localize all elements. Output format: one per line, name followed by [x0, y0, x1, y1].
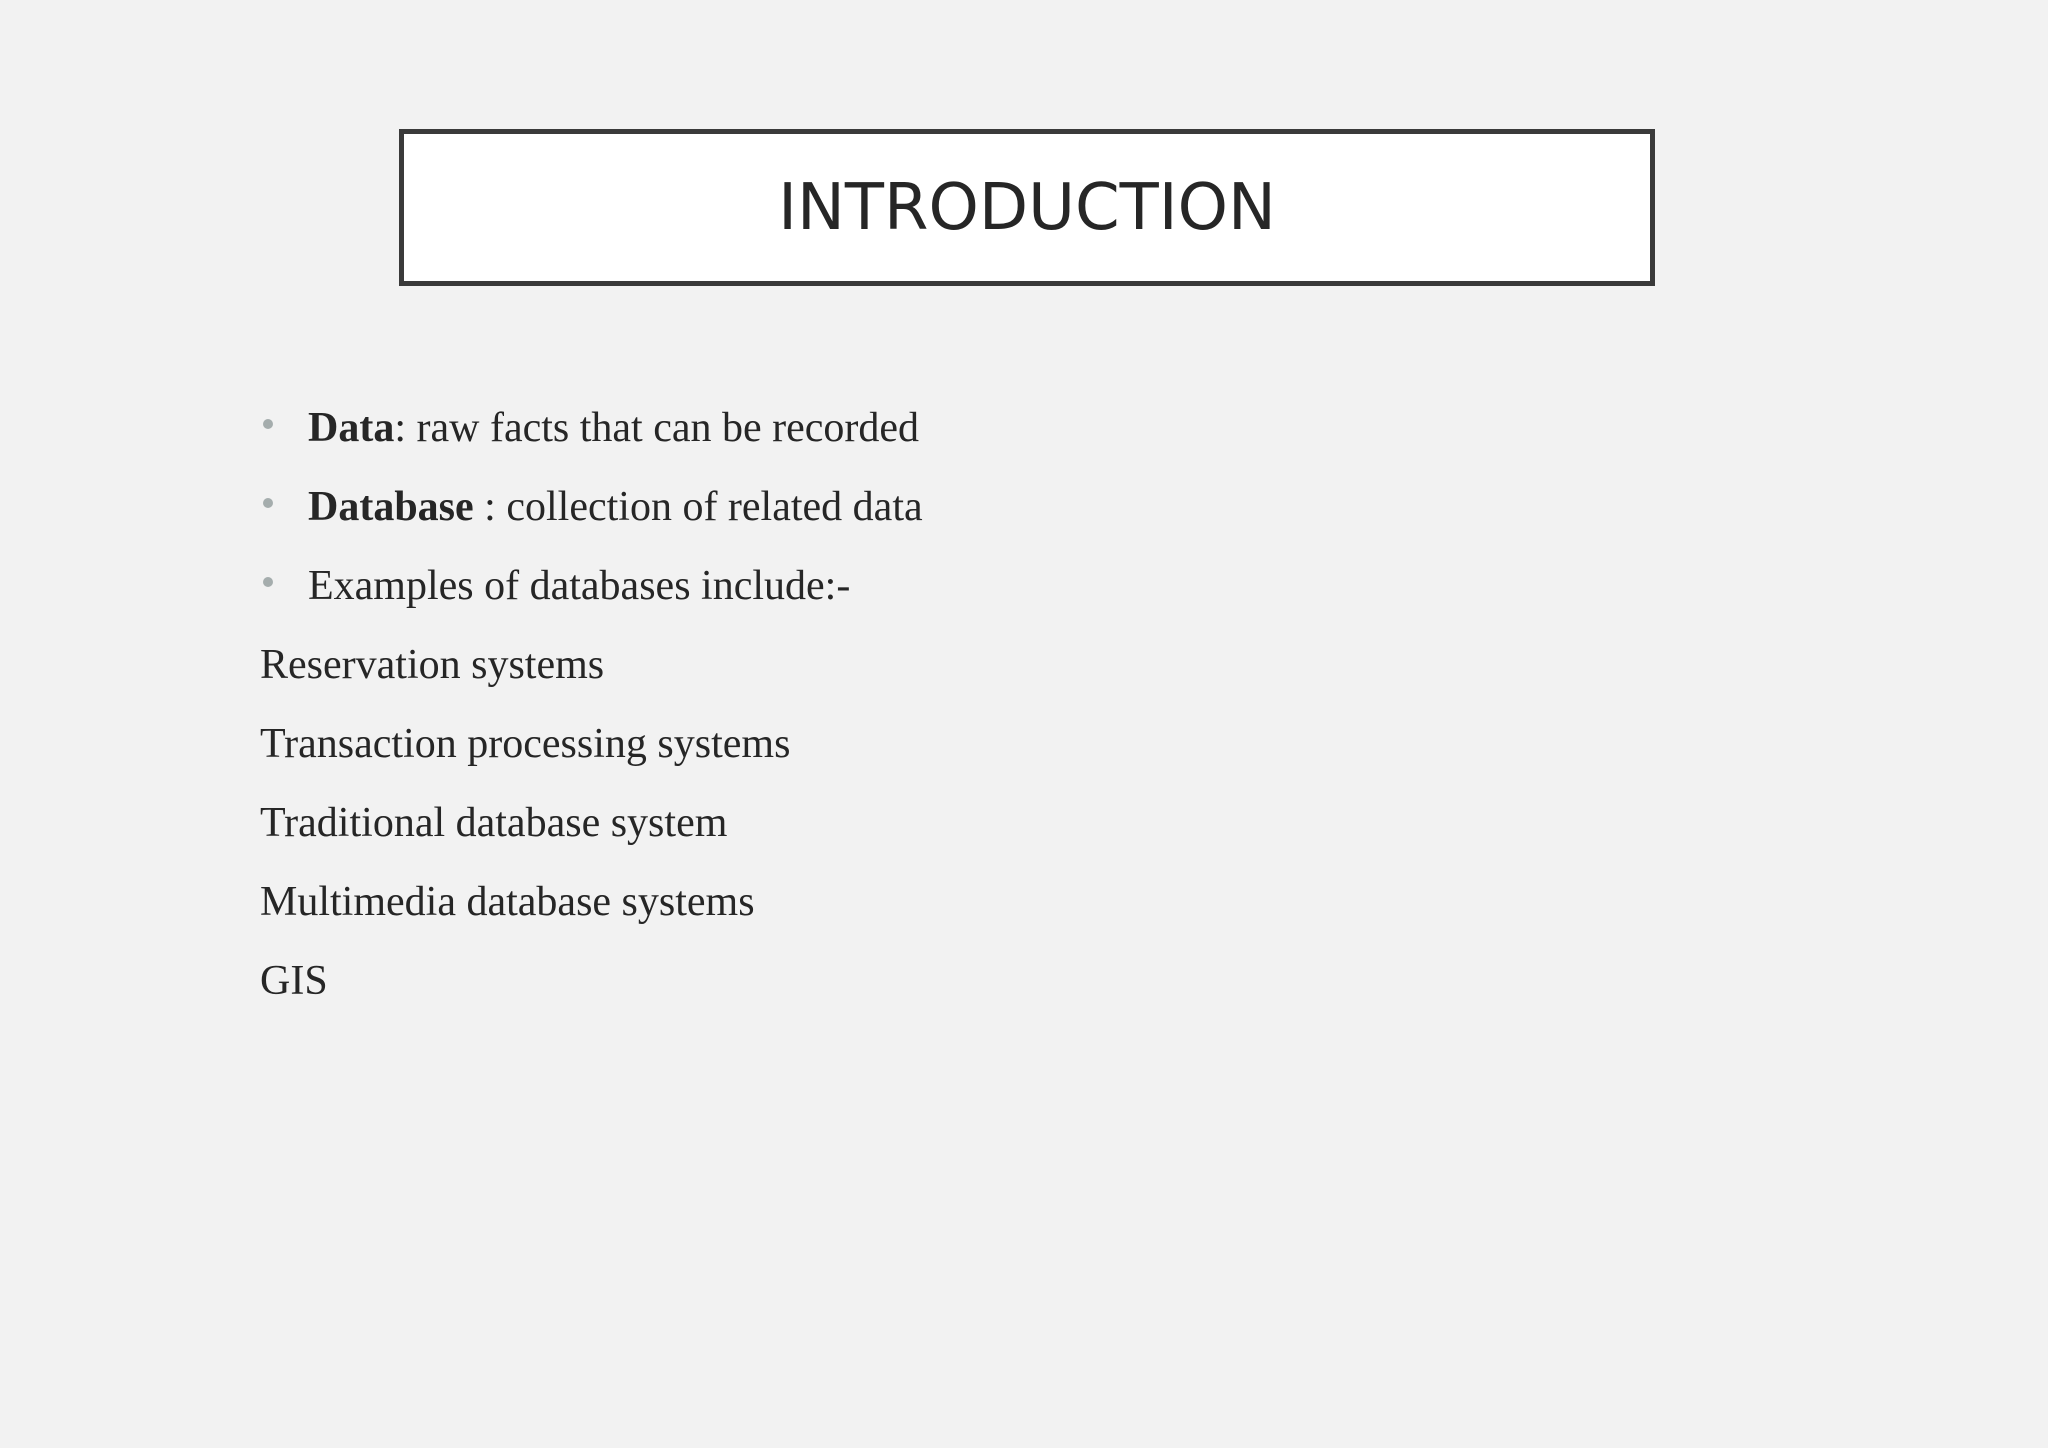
- bullet-dot: [263, 577, 273, 587]
- example-item: GIS: [260, 958, 328, 1004]
- example-item: Transaction processing systems: [260, 721, 791, 767]
- bullet-dot: [263, 498, 273, 508]
- example-item: Reservation systems: [260, 642, 605, 688]
- example-item: Traditional database system: [260, 800, 728, 846]
- bullet-term: Database: [308, 484, 474, 530]
- bullet-item: [308, 486, 923, 528]
- bullet-dot: [263, 419, 273, 429]
- example-item: Multimedia database systems: [260, 879, 755, 925]
- bullet-item: [308, 565, 850, 607]
- bullet-text: Examples of databases include:-: [308, 563, 851, 609]
- bullet-text: : raw facts that can be recorded: [394, 405, 920, 451]
- bullet-term: Data: [308, 405, 395, 451]
- slide-title: INTRODUCTION: [778, 170, 1276, 245]
- bullet-item: [308, 407, 919, 449]
- bullet-text: : collection of related data: [473, 484, 923, 530]
